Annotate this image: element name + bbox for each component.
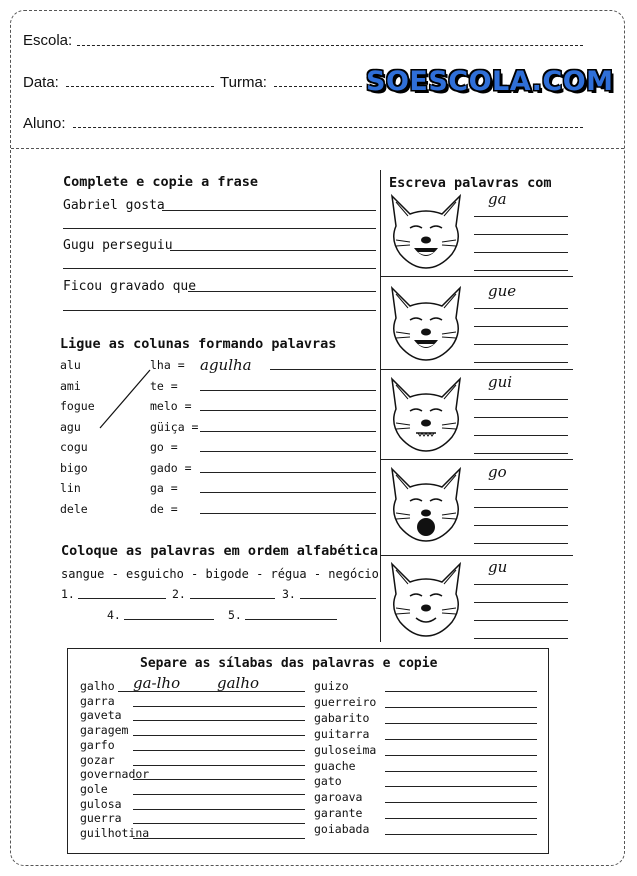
- answer-line[interactable]: [474, 216, 568, 217]
- answer-line[interactable]: [270, 369, 376, 370]
- syllable-label: gue: [488, 282, 517, 300]
- answer-line[interactable]: [474, 270, 568, 271]
- answer-line[interactable]: [474, 543, 568, 544]
- answer-line[interactable]: [385, 786, 537, 787]
- answer-line[interactable]: [63, 268, 376, 269]
- syllable-label: gui: [488, 373, 513, 391]
- syllable-left[interactable]: lin: [60, 481, 81, 495]
- answer-line[interactable]: [385, 691, 537, 692]
- word-item: guloseima: [314, 742, 377, 757]
- order-line[interactable]: [78, 598, 166, 599]
- answer-line[interactable]: [200, 492, 376, 493]
- phrase-2: Gugu perseguiu: [63, 238, 173, 253]
- word-item: galho: [80, 679, 115, 693]
- answer-line[interactable]: [385, 707, 537, 708]
- answer-line[interactable]: [474, 453, 568, 454]
- answer-line[interactable]: [474, 399, 568, 400]
- phrase-1: Gabriel gosta: [63, 198, 165, 213]
- syllable-label: ga: [488, 190, 507, 208]
- answer-line[interactable]: [63, 228, 376, 229]
- answer-line[interactable]: [474, 638, 568, 639]
- cat-face-icon: [386, 284, 466, 364]
- answer-line[interactable]: [385, 771, 537, 772]
- answer-line[interactable]: [133, 809, 305, 810]
- answer-line[interactable]: [200, 451, 376, 452]
- answer-line[interactable]: [474, 489, 568, 490]
- syllable-right[interactable]: melo =: [150, 399, 192, 413]
- order-number: 3.: [282, 587, 296, 601]
- answer-line[interactable]: [385, 723, 537, 724]
- syllable-left[interactable]: fogue: [60, 399, 95, 413]
- syllable-right[interactable]: ga =: [150, 481, 178, 495]
- word-item: gato: [314, 774, 342, 789]
- syllable-left[interactable]: dele: [60, 501, 88, 516]
- escreva-title: Escreva palavras com: [389, 175, 552, 191]
- word-item: guerreiro: [314, 694, 377, 709]
- answer-line[interactable]: [385, 739, 537, 740]
- word-item: guerra: [80, 811, 122, 826]
- syllable-left[interactable]: ami: [60, 378, 81, 393]
- answer-line[interactable]: [200, 472, 376, 473]
- word-item: guilhotina: [80, 826, 150, 840]
- answer-line[interactable]: [188, 291, 376, 292]
- row-divider: [380, 459, 573, 460]
- answer-line[interactable]: [474, 234, 568, 235]
- answer-line[interactable]: [474, 525, 568, 526]
- answer-line[interactable]: [170, 250, 376, 251]
- syllable-left[interactable]: agu: [60, 419, 81, 434]
- answer-line[interactable]: [474, 507, 568, 508]
- alfabetica-title: Coloque as palavras em ordem alfabética: [61, 543, 378, 559]
- word-item: gole: [80, 781, 108, 796]
- answer-line[interactable]: [133, 735, 305, 736]
- answer-line[interactable]: [385, 834, 537, 835]
- answer-line[interactable]: [385, 802, 537, 803]
- separe-title: Separe as sílabas das palavras e copie: [140, 656, 438, 671]
- syllable-left[interactable]: bigo: [60, 460, 88, 475]
- header-separator: [11, 148, 624, 149]
- word-item: guizo: [314, 679, 349, 693]
- example-copy: galho: [217, 674, 260, 692]
- student-field[interactable]: [73, 127, 583, 128]
- row-divider: [380, 276, 573, 277]
- answer-line[interactable]: [474, 326, 568, 327]
- word-item: garante: [314, 806, 363, 821]
- answer-line[interactable]: [133, 794, 305, 795]
- alfabetica-words: sangue - esguicho - bigode - régua - negócio: [61, 567, 379, 581]
- word-item: gozar: [80, 752, 115, 767]
- answer-line[interactable]: [474, 252, 568, 253]
- student-label: Aluno:: [23, 115, 66, 132]
- answer-line[interactable]: [200, 410, 376, 411]
- row-divider: [380, 369, 573, 370]
- order-number: 5.: [228, 608, 242, 622]
- syllable-right[interactable]: de =: [150, 501, 178, 516]
- cat-face-icon: [386, 375, 466, 455]
- order-line[interactable]: [190, 598, 275, 599]
- answer-line[interactable]: [474, 620, 568, 621]
- order-line[interactable]: [124, 619, 214, 620]
- order-number: 2.: [172, 587, 186, 601]
- connector-line: [95, 365, 155, 435]
- answer-line[interactable]: [133, 720, 305, 721]
- answer-line[interactable]: [133, 765, 305, 766]
- word-item: governador: [80, 767, 150, 782]
- answer-line[interactable]: [474, 308, 568, 309]
- answer-line[interactable]: [385, 818, 537, 819]
- word-item: garoava: [314, 790, 363, 805]
- answer-line[interactable]: [474, 435, 568, 436]
- answer-line[interactable]: [133, 838, 305, 839]
- answer-line[interactable]: [474, 584, 568, 585]
- answer-line[interactable]: [200, 513, 376, 514]
- syllable-right[interactable]: go =: [150, 440, 178, 454]
- answer-line[interactable]: [474, 362, 568, 363]
- class-label: Turma:: [220, 74, 267, 91]
- example-answer: agulha: [200, 356, 252, 374]
- word-item: guitarra: [314, 726, 370, 741]
- order-number: 1.: [61, 587, 75, 601]
- answer-line[interactable]: [133, 823, 305, 824]
- answer-line[interactable]: [133, 779, 305, 780]
- syllable-right[interactable]: gado =: [150, 460, 192, 475]
- word-item: garagem: [80, 723, 129, 738]
- answer-line[interactable]: [385, 755, 537, 756]
- complete-title: Complete e copie a frase: [63, 174, 259, 190]
- class-field[interactable]: [274, 86, 362, 87]
- word-item: guache: [314, 758, 356, 773]
- answer-line[interactable]: [200, 390, 376, 391]
- word-item: gaveta: [80, 708, 122, 723]
- word-item: goiabada: [314, 822, 370, 837]
- syllable-right[interactable]: te =: [150, 378, 178, 393]
- answer-line[interactable]: [474, 602, 568, 603]
- school-field[interactable]: [77, 45, 583, 46]
- syllable-left[interactable]: cogu: [60, 440, 88, 454]
- row-divider: [380, 555, 573, 556]
- example-syllables: ga-lho: [133, 674, 181, 692]
- cat-face-icon: [386, 465, 466, 545]
- answer-line[interactable]: [162, 210, 376, 211]
- school-label: Escola:: [23, 32, 73, 49]
- cat-face-icon: [386, 192, 466, 272]
- phrase-3: Ficou gravado que: [63, 279, 197, 294]
- answer-line[interactable]: [200, 431, 376, 432]
- syllable-left[interactable]: alu: [60, 358, 81, 372]
- answer-line[interactable]: [474, 344, 568, 345]
- word-item: garfo: [80, 737, 115, 752]
- answer-line[interactable]: [63, 310, 376, 311]
- order-line[interactable]: [300, 598, 376, 599]
- syllable-label: go: [488, 463, 507, 481]
- word-item: gabarito: [314, 710, 370, 725]
- column-divider: [380, 170, 381, 642]
- cat-face-icon: [386, 560, 466, 640]
- word-item: garra: [80, 693, 115, 708]
- answer-line[interactable]: [133, 750, 305, 751]
- word-item: gulosa: [80, 796, 122, 811]
- answer-line[interactable]: [133, 706, 305, 707]
- ligue-title: Ligue as colunas formando palavras: [60, 336, 337, 352]
- answer-line[interactable]: [474, 417, 568, 418]
- syllable-label: gu: [488, 558, 508, 576]
- date-field[interactable]: [66, 86, 214, 87]
- syllable-right[interactable]: lha =: [150, 358, 185, 372]
- date-label: Data:: [23, 74, 59, 91]
- order-number: 4.: [107, 608, 121, 622]
- order-line[interactable]: [245, 619, 337, 620]
- syllable-right[interactable]: güiça =: [150, 419, 199, 434]
- brand-logo: SOESCOLA.COM: [366, 66, 614, 97]
